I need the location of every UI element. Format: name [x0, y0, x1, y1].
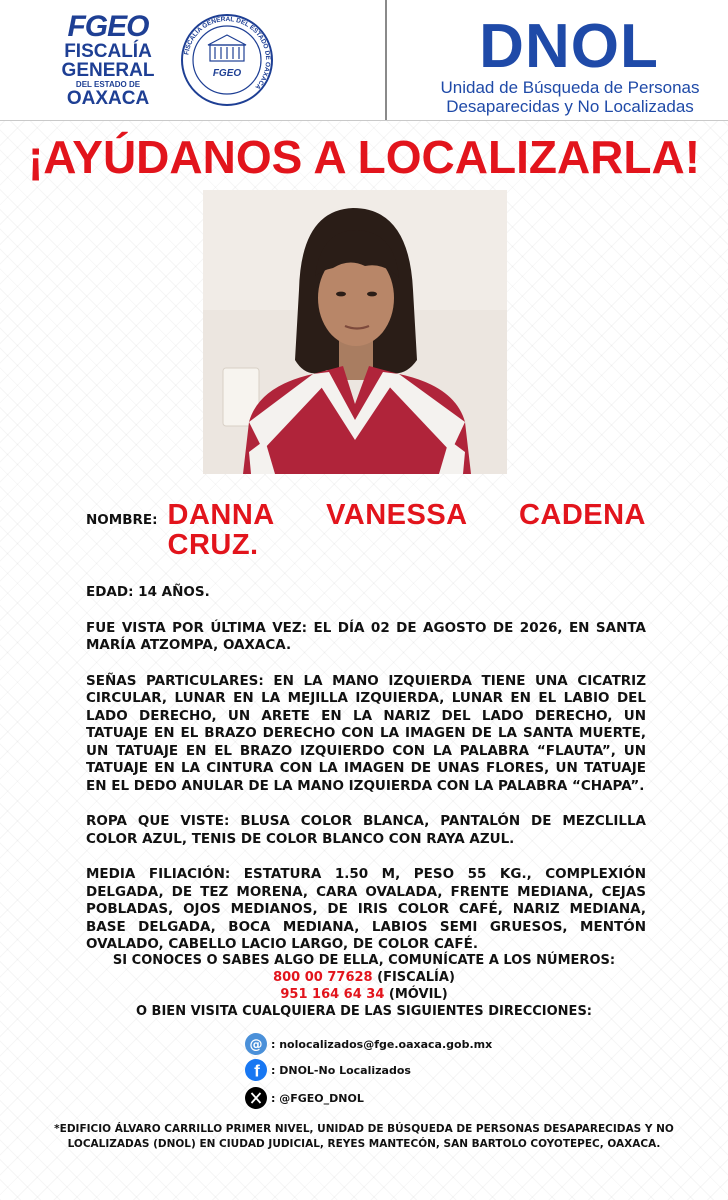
phone-2-number[interactable]: 951 164 64 34	[280, 987, 385, 1002]
dnol-subtitle-line1: Unidad de Búsqueda de Personas	[440, 78, 700, 97]
x-icon	[244, 1086, 268, 1110]
seal-ring-text: FISCALÍA GENERAL DEL ESTADO DE OAXACA	[183, 15, 272, 91]
fgeo-logo-line3: OAXACA	[66, 88, 150, 109]
phone-2-label: (MÓVIL)	[384, 987, 448, 1002]
phone-line-2	[0, 986, 728, 1003]
x-row[interactable]	[244, 1086, 364, 1110]
phone-1-label: (FISCALÍA)	[372, 970, 455, 985]
fiscalia-seal	[180, 13, 274, 107]
email-row[interactable]	[244, 1032, 492, 1056]
seal-inner-text: FGEO	[212, 68, 242, 79]
name-row	[86, 500, 646, 560]
physical-description-text: MEDIA FILIACIÓN: ESTATURA 1.50 M, PESO 55 KG., COMPLEXIÓN DELGADA, DE TEZ MORENA, CARA OVALADA, FRENTE MEDIANA, CEJAS POBLADAS, OJOS MEDIANOS, DE IRIS COLOR CAFÉ, NARIZ MEDIANA, BASE DELGADA, BOCA MEDIANA, LABIOS SEMI GRUESOS, MENTÓN OVALADO, CABELLO LACIO LARGO, DE COLOR CAFÉ.	[86, 866, 646, 952]
clothing-text: ROPA QUE VISTE: BLUSA COLOR BLANCA, PANTALÓN DE MEZCLILLA COLOR AZUL, TENIS DE COLOR BLANCO CON RAYA AZUL.	[86, 813, 646, 847]
facebook-text[interactable]: : DNOL-No Localizados	[271, 1063, 411, 1077]
facebook-row[interactable]	[244, 1058, 411, 1082]
age-text: EDAD: 14 AÑOS.	[86, 584, 210, 600]
contact-intro: SI CONOCES O SABES ALGO DE ELLA, COMUNÍCATE A LOS NÚMEROS:	[112, 953, 616, 968]
contact-visit: O BIEN VISITA CUALQUIERA DE LAS SIGUIENTES DIRECCIONES:	[135, 1004, 592, 1019]
headline: ¡AYÚDANOS A LOCALIZARLA!	[27, 131, 701, 183]
fgeo-logo-line2: GENERAL	[61, 60, 155, 81]
person-details	[86, 500, 646, 972]
person-name: DANNA VANESSA CADENA CRUZ.	[167, 499, 646, 561]
x-text[interactable]: : @FGEO_DNOL	[271, 1091, 364, 1105]
email-icon	[244, 1032, 268, 1056]
fgeo-logo	[52, 12, 164, 108]
header-divider	[385, 0, 387, 120]
dnol-logo	[395, 6, 728, 116]
svg-text:f: f	[254, 1061, 260, 1081]
phone-1-number[interactable]: 800 00 77628	[273, 970, 373, 985]
fgeo-logo-small: DEL ESTADO DE	[75, 80, 141, 89]
email-text[interactable]: : nolocalizados@fge.oaxaca.gob.mx	[271, 1037, 493, 1051]
distinguishing-marks-text: SEÑAS PARTICULARES: EN LA MANO IZQUIERDA TIENE UNA CICATRIZ CIRCULAR, LUNAR EN LA MEJILLA IZQUIERDA, LUNAR EN EL LABIO DEL LADO DERECHO, UN ARETE EN LA NARIZ DEL LADO DERECHO, UN TATUAJE EN EL BRAZO DERECHO CON LA IMAGEN DE LA SANTA MUERTE, UN TATUAJE EN EL BRAZO IZQUIERDO CON LA PALABRA “FLAUTA”, UN TATUAJE EN LA CINTURA CON LA IMAGEN DE UNAS FLORES, UN TATUAJE EN EL DEDO ANULAR DE LA MANO IZQUIERDA CON LA PALABRA “CHAPA”.	[86, 672, 646, 794]
svg-text:@: @	[249, 1037, 263, 1053]
contact-block	[0, 952, 728, 1020]
last-seen-text: FUE VISTA POR ÚLTIMA VEZ: EL DÍA 02 DE AGOSTO DE 2026, EN SANTA MARÍA ATZOMPA, OAXACA.	[86, 619, 646, 653]
missing-person-photo	[203, 190, 507, 474]
dnol-subtitle-line2: Desaparecidas y No Localizadas	[446, 97, 694, 116]
address-footnote: *EDIFICIO ÁLVARO CARRILLO PRIMER NIVEL, UNIDAD DE BÚSQUEDA DE PERSONAS DESAPARECIDAS Y NO LOCALIZADAS (DNOL) EN CIUDAD JUDICIAL, REYES MANTECÓN, SAN BARTOLO COYOTEPEC, OAXACA.	[54, 1123, 674, 1150]
name-label: NOMBRE:	[86, 512, 158, 528]
facebook-icon	[244, 1058, 268, 1082]
fgeo-logo-line1: FISCALÍA	[64, 41, 152, 62]
header-banner	[0, 0, 728, 121]
dnol-title: DNOL	[479, 12, 659, 81]
dnol-subtitle	[425, 78, 715, 116]
phone-line-1	[0, 969, 728, 986]
fgeo-logo-word: FGEO	[67, 10, 149, 43]
